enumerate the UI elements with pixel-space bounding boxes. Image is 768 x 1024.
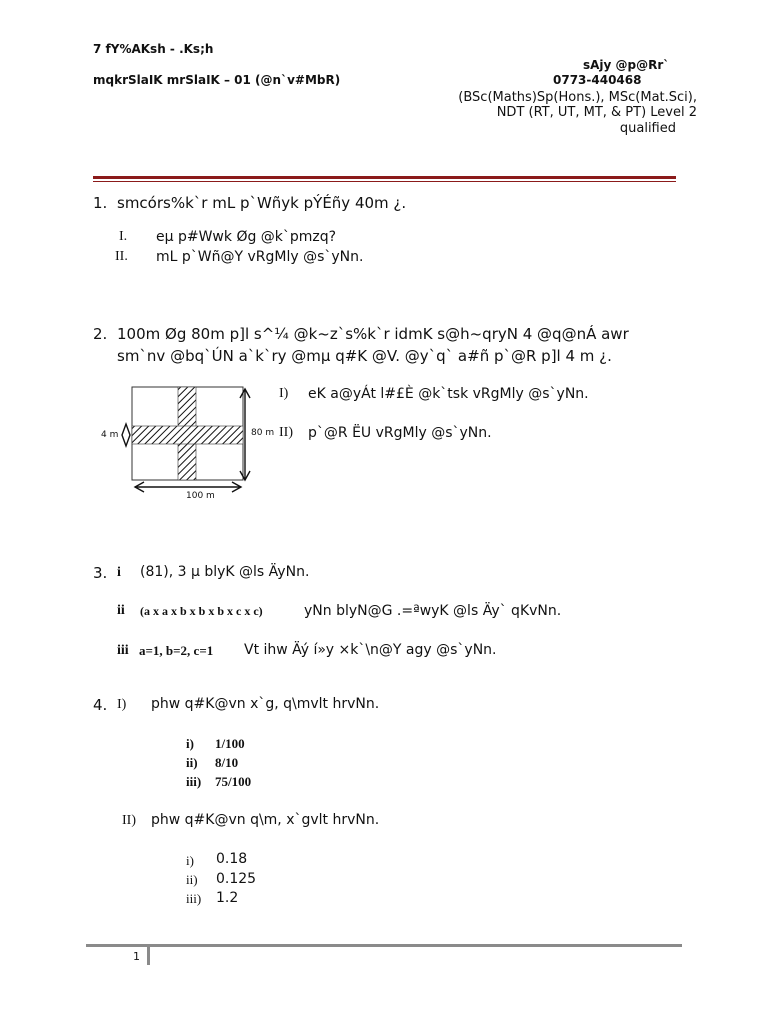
height-label: 80 m [251, 428, 275, 438]
q1-item-text: eµ p#Wwk Øg @k`pmzq? [156, 229, 337, 245]
path-width-marker [122, 424, 130, 446]
q3-item-label: ii [117, 603, 125, 618]
footer-divider [147, 947, 150, 965]
q2-item-text: p`@R ËU vRgMly @s`yNn. [308, 425, 492, 441]
header-title: 7 fY%AKsh - .Ks;h [93, 42, 214, 56]
decimal-label: ii) [186, 872, 198, 887]
q4-part-label: I) [117, 697, 127, 712]
header-subtitle: mqkrSlaIK mrSlaIK – 01 (@n`v#MbR) [93, 73, 341, 87]
q1-text: smcórs%k`r mL p`Wñyk pÝÉñy 40m ¿. [117, 194, 407, 212]
author-phone: 0773-440468 [553, 73, 642, 87]
q2-text-line-1: 100m Øg 80m p]l s^¼ @k~z`s%k`r idmK s@h~qryN 4 @q@nÁ awr [117, 325, 629, 343]
qualification-line-2: NDT (RT, UT, MT, & PT) Level 2 [496, 105, 697, 120]
decimal-value: 1.2 [216, 890, 239, 906]
q1-number: 1. [93, 194, 108, 212]
decimal-value: 0.125 [216, 871, 257, 887]
q3-item-math: a=1, b=2, c=1 [139, 643, 214, 658]
fraction-value: 1/100 [215, 736, 245, 751]
fraction-label: i) [186, 736, 194, 751]
q4-part-text: phw q#K@vn q\m, x`gvlt hrvNn. [151, 812, 380, 828]
header-rule-thin [93, 181, 676, 182]
q3-number: 3. [93, 564, 108, 582]
path-width-label: 4 m [101, 430, 119, 440]
q3-item-label: iii [117, 643, 129, 658]
decimal-value: 0.18 [216, 851, 248, 867]
fraction-label: ii) [186, 755, 198, 770]
q2-number: 2. [93, 325, 108, 343]
q4-part-text: phw q#K@vn x`g, q\mvlt hrvNn. [151, 696, 380, 712]
q2-item-text: eK a@yÁt l#£È @k`tsk vRgMly @s`yNn. [308, 386, 589, 402]
q4-part-label: II) [122, 813, 136, 828]
fraction-label: iii) [186, 774, 202, 789]
q4-number: 4. [93, 696, 108, 714]
q3-item-text: (81), 3 µ blyK @ls ÄyNn. [140, 564, 310, 580]
decimal-label: iii) [186, 891, 202, 906]
width-label: 100 m [186, 491, 215, 501]
qualification-line-1: (BSc(Maths)Sp(Hons.), MSc(Mat.Sci), [458, 90, 697, 105]
page-number: 1 [133, 950, 140, 963]
q1-item-label: I. [119, 229, 128, 244]
horizontal-path [132, 426, 243, 444]
header-rule [93, 176, 676, 179]
q2-item-label: I) [279, 386, 289, 401]
qualification-line-3: qualified [619, 121, 676, 136]
q3-item-math: (a x a x b x b x b x c x c) [140, 604, 263, 618]
footer-rule [86, 944, 682, 947]
author-name: sAjy @p@Rr` [583, 58, 670, 72]
q3-item-text: Vt ihw Äý í»y ×k`\n@Y agy @s`yNn. [244, 642, 497, 658]
q1-item-text: mL p`Wñ@Y vRgMly @s`yNn. [156, 249, 364, 265]
field-diagram [95, 380, 275, 505]
q3-item-text: yNn blyN@G .=ªwyK @ls Äy` qKvNn. [304, 603, 562, 619]
fraction-value: 75/100 [215, 774, 252, 789]
fraction-value: 8/10 [215, 755, 239, 770]
q1-item-label: II. [115, 249, 128, 264]
q2-text-line-2: sm`nv @bq`ÚN a`k`ry @mµ q#K @V. @y`q` a#ñ p`@R p]l 4 m ¿. [117, 347, 612, 365]
q3-item-label: i [117, 565, 121, 580]
q2-item-label: II) [279, 425, 293, 440]
decimal-label: i) [186, 853, 194, 868]
